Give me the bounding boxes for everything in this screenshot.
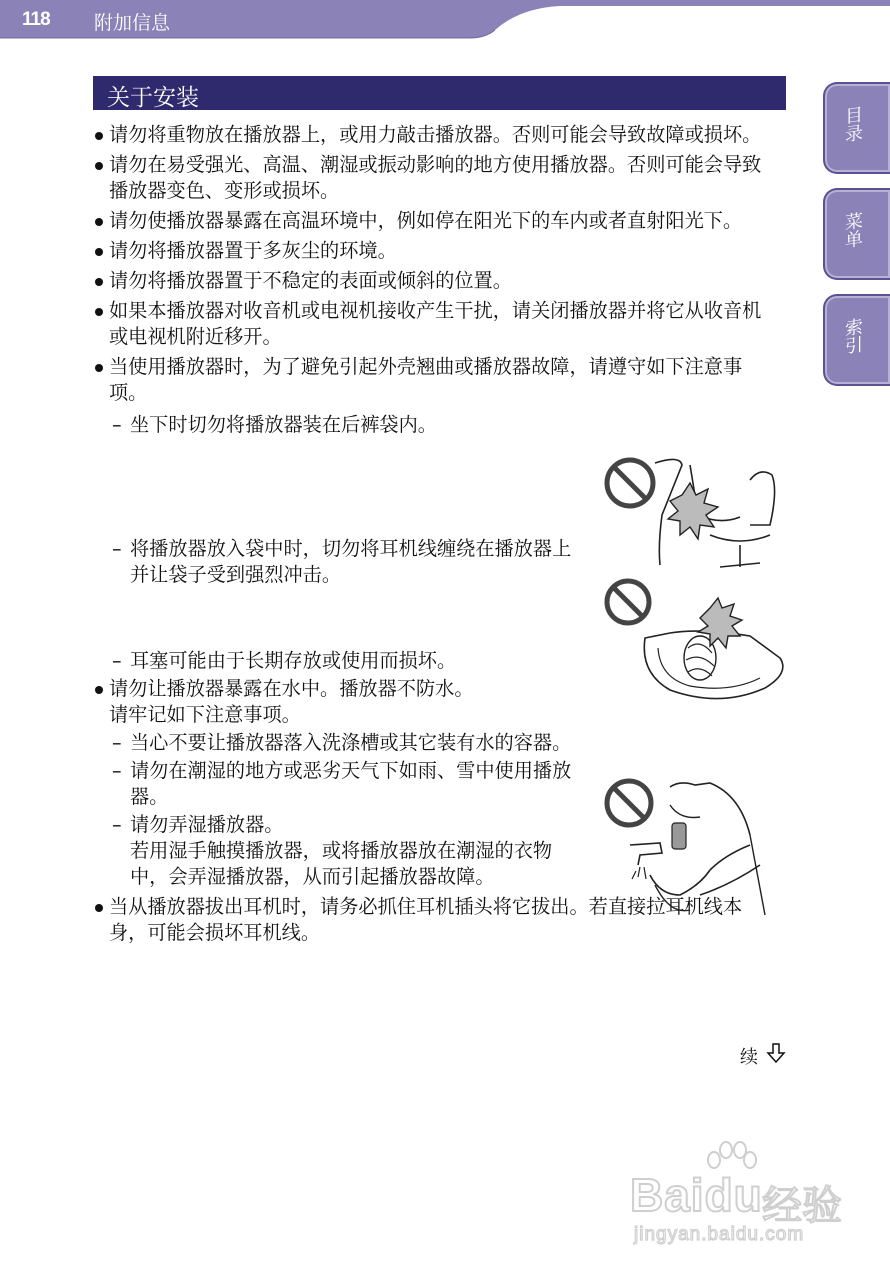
bullet-item-last: 当从播放器拔出耳机时，请务必抓住耳机插头将它拔出。若直接拉耳机线本身，可能会损坏耳机线。 <box>90 894 780 946</box>
tab-contents-label: 目录 <box>842 104 863 144</box>
page-header <box>0 0 890 40</box>
tab-index-label: 索引 <box>842 316 863 356</box>
sub-item-sink: – 当心不要让播放器落入洗涤槽或其它装有水的容器。 <box>90 730 590 756</box>
bullet-item: 请勿将重物放在播放器上，或用力敲击播放器。否则可能会导致故障或损坏。 <box>90 122 780 148</box>
page-number: 118 <box>22 9 50 30</box>
bag-illustration <box>600 578 795 708</box>
watermark-brand: Baidu <box>630 1169 763 1221</box>
tab-index[interactable] <box>823 294 890 386</box>
bullet-item: 请勿将播放器置于不稳定的表面或倾斜的位置。 <box>90 268 780 294</box>
sub-item-wet: – 请勿弄湿播放器。 <box>90 812 780 838</box>
bullet-item: 当使用播放器时，为了避免引起外壳翘曲或播放器故障，请遵守如下注意事项。 <box>90 354 780 406</box>
sub-item-back-pocket: – 坐下时切勿将播放器装在后裤袋内。 <box>90 412 600 534</box>
water-note: 请牢记如下注意事项。 <box>109 703 301 726</box>
sub-item-bag: – 将播放器放入袋中时，切勿将耳机线缠绕在播放器上并让袋子受到强烈冲击。 <box>90 536 590 646</box>
chapter-title: 附加信息 <box>94 12 171 34</box>
tab-menu[interactable] <box>823 188 890 280</box>
bullet-item-water: 请勿让播放器暴露在水中。播放器不防水。 <box>90 676 780 702</box>
bullet-item: 请勿使播放器暴露在高温环境中，例如停在阳光下的车内或者直射阳光下。 <box>90 208 780 234</box>
sub-item-wet-detail: 若用湿手触摸播放器，或将播放器放在潮湿的衣物中，会弄湿播放器，从而引起播放器故障。 <box>130 839 553 888</box>
tab-contents[interactable] <box>823 82 890 174</box>
water-illustration <box>600 775 775 925</box>
watermark-cn: 经验 <box>762 1183 842 1229</box>
sub-item-earbuds: – 耳塞可能由于长期存放或使用而损坏。 <box>90 648 780 674</box>
continued-label: 续 <box>740 1047 758 1068</box>
sub-item-rain: – 请勿在潮湿的地方或恶劣天气下如雨、雪中使用播放器。 <box>90 758 590 810</box>
watermark <box>630 1138 870 1248</box>
bullet-item: 如果本播放器对收音机或电视机接收产生干扰，请关闭播放器并将它从收音机或电视机附近移开。 <box>90 298 780 350</box>
section-heading-bar <box>93 76 786 110</box>
section-title: 关于安装 <box>107 85 199 111</box>
bullet-item: 请勿在易受强光、高温、潮湿或振动影响的地方使用播放器。否则可能会导致播放器变色、变形或损坏。 <box>90 152 780 204</box>
down-arrow-icon <box>766 1042 786 1064</box>
watermark-url: jingyan.baidu.com <box>634 1224 805 1245</box>
tab-menu-label: 菜单 <box>842 210 863 250</box>
back-pocket-illustration <box>600 455 785 570</box>
bullet-item: 请勿将播放器置于多灰尘的环境。 <box>90 238 780 264</box>
